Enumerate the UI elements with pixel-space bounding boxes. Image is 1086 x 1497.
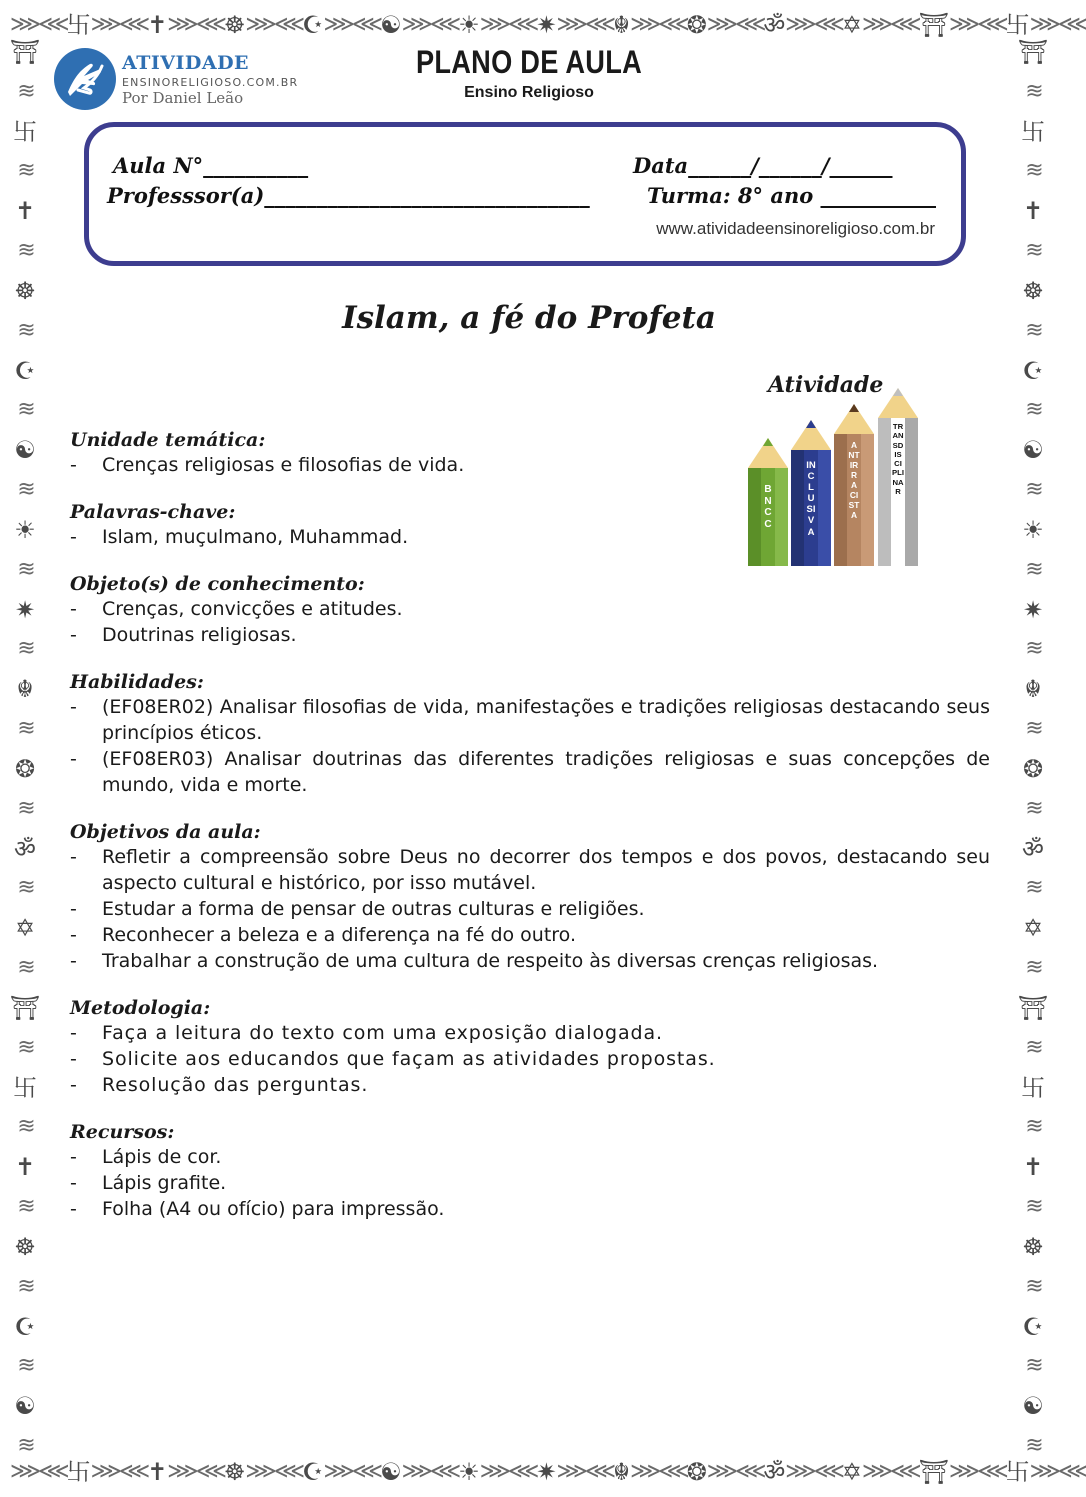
border-right: ⛩ ≋ 卐 ≋ ✝ ≋ ☸ ≋ ☪ ≋ ☯ ≋ ☀ ≋ ✷ ≋ ☬ ≋ ❂ ≋ ॐ ≋ ✡ ≋ ⛩ ≋ 卐 ≋ ✝ ≋ ☸ ≋ ☪ ≋ ☯ ≋ (1017, 38, 1049, 1458)
list-item (70, 1196, 990, 1222)
yin-yang-icon: ☯ (380, 11, 402, 39)
bullet-dash: - (70, 1146, 77, 1168)
section-5 (70, 996, 990, 1098)
list-item-text: (EF08ER03) Analisar doutrinas das diferentes tradições religiosas e suas concepções de mundo, vida e morte. (102, 748, 990, 796)
cross-icon: ✝ (147, 11, 168, 39)
dharma-wheel-icon: ☸ (223, 11, 246, 39)
dharma-wheel-icon: ☸ (223, 1458, 246, 1486)
dharma-wheel-icon: ☸ (14, 276, 36, 305)
star-of-david-icon: ✡ (14, 914, 36, 943)
om-icon: ॐ (763, 1458, 786, 1486)
turtle-icon: ❂ (14, 754, 36, 783)
swastika-icon: 卐 (1021, 1073, 1045, 1102)
section-6 (70, 1120, 990, 1222)
torii-icon: ⛩ (1017, 993, 1049, 1022)
bullet-dash: - (70, 748, 77, 770)
section-heading: Habilidades: (70, 671, 204, 693)
swastika-icon: 卐 (1005, 1458, 1030, 1486)
list-item-text: Doutrinas religiosas. (102, 624, 297, 646)
list-item (70, 896, 990, 922)
dharma-wheel-icon: ☸ (1022, 1232, 1044, 1261)
cross-icon: ✝ (1022, 197, 1044, 226)
pencil-label-transdisciplinar: TRANSDISCIPLINAR (892, 422, 904, 497)
bullet-dash: - (70, 1048, 77, 1070)
star-crescent-icon: ☪ (1022, 356, 1044, 385)
list-item-text: Trabalhar a construção de uma cultura de respeito às diversas crenças religiosas. (102, 950, 879, 972)
star-crescent-icon: ☪ (302, 11, 324, 39)
website-url[interactable]: www.atividadeensinoreligioso.com.br (656, 219, 935, 238)
bullet-dash: - (70, 898, 77, 920)
class-field: Turma: 8° ano ___________ (647, 183, 937, 208)
sun-icon: ☀ (458, 11, 480, 39)
list-item (70, 1072, 990, 1098)
star-of-david-icon: ✡ (841, 11, 862, 39)
border-left: ⛩ ≋ 卐 ≋ ✝ ≋ ☸ ≋ ☪ ≋ ☯ ≋ ☀ ≋ ✷ ≋ ☬ ≋ ❂ ≋ ॐ ≋ ✡ ≋ ⛩ ≋ 卐 ≋ ✝ ≋ ☸ ≋ ☪ ≋ ☯ ≋ (9, 38, 41, 1458)
section-heading: Metodologia: (70, 997, 211, 1019)
section-heading: Unidade temática: (70, 429, 266, 451)
star-crescent-icon: ☪ (302, 1458, 324, 1486)
pencils-label: Atividade (768, 372, 884, 398)
list-item (70, 1020, 990, 1046)
torii-icon: ⛩ (918, 11, 950, 39)
bullet-dash: - (70, 924, 77, 946)
pencil-label-inclusiva: INCLUSIVA (806, 460, 816, 538)
list-item-text: Islam, muçulmano, Muhammad. (102, 526, 409, 548)
sun-icon: ☀ (458, 1458, 480, 1486)
star-of-david-icon: ✡ (841, 1458, 862, 1486)
swastika-icon: 卐 (1005, 11, 1030, 39)
star-crescent-icon: ☪ (1022, 1312, 1044, 1341)
lesson-number-field: Aula N°__________ (113, 153, 309, 178)
swastika-icon: 卐 (13, 1073, 37, 1102)
om-icon: ॐ (14, 834, 36, 863)
list-item (70, 596, 990, 622)
logo-title: ATIVIDADE (122, 52, 250, 74)
turtle-icon: ❂ (686, 11, 707, 39)
list-item-text: Estudar a forma de pensar de outras culturas e religiões. (102, 898, 645, 920)
bullet-dash: - (70, 1172, 77, 1194)
list-item (70, 1170, 990, 1196)
torii-icon: ⛩ (9, 993, 41, 1022)
lesson-title: Islam, a fé do Profeta (342, 300, 716, 336)
section-1 (70, 500, 990, 550)
logo-author: Por Daniel Leão (122, 89, 244, 107)
logo-site: ENSINORELIGIOSO.COM.BR (122, 76, 299, 89)
list-item (70, 524, 990, 550)
bullet-dash: - (70, 526, 77, 548)
khanda-icon: ☬ (613, 11, 631, 39)
star-of-david-icon: ✡ (1022, 914, 1044, 943)
bullet-dash: - (70, 950, 77, 972)
khanda-icon: ☬ (1024, 675, 1042, 704)
yin-yang-icon: ☯ (1022, 1392, 1044, 1421)
star-icon: ✷ (14, 595, 36, 624)
list-item (70, 694, 990, 746)
section-2 (70, 572, 990, 648)
star-icon: ✷ (536, 11, 557, 39)
yin-yang-icon: ☯ (380, 1458, 402, 1486)
list-item-text: Resolução das perguntas. (102, 1074, 369, 1096)
bullet-dash: - (70, 1198, 77, 1220)
section-3 (70, 670, 990, 798)
bullet-dash: - (70, 598, 77, 620)
section-heading: Palavras-chave: (70, 501, 236, 523)
dharma-wheel-icon: ☸ (14, 1232, 36, 1261)
list-item-text: Solicite aos educandos que façam as atividades propostas. (102, 1048, 716, 1070)
lesson-plan-content (70, 428, 990, 1244)
list-item-text: Faça a leitura do texto com uma exposição dialogada. (102, 1022, 663, 1044)
list-item-text: (EF08ER02) Analisar filosofias de vida, manifestações e tradições religiosas destacando seus princípios éticos. (102, 696, 990, 744)
bullet-dash: - (70, 696, 77, 718)
list-item-text: Refletir a compreensão sobre Deus no decorrer dos tempos e dos povos, destacando seu aspecto cultural e histórico, por isso mutável. (102, 846, 990, 894)
list-item (70, 922, 990, 948)
section-heading: Objeto(s) de conhecimento: (70, 573, 365, 595)
list-item-text: Reconhecer a beleza e a diferença na fé do outro. (102, 924, 577, 946)
torii-icon: ⛩ (918, 1458, 950, 1486)
cross-icon: ✝ (14, 1153, 36, 1182)
sun-icon: ☀ (14, 515, 36, 544)
turtle-icon: ❂ (686, 1458, 707, 1486)
yin-yang-icon: ☯ (1022, 436, 1044, 465)
pencil-label-bncc: BNCC (764, 484, 772, 530)
list-item-text: Lápis grafite. (102, 1172, 227, 1194)
bullet-dash: - (70, 1022, 77, 1044)
torii-icon: ⛩ (9, 38, 41, 66)
khanda-icon: ☬ (613, 1458, 631, 1486)
border-top: ⋙⋘ 卐 ⋙⋘ ✝ ⋙⋘ ☸ ⋙⋘ ☪ ⋙⋘ ☯ ⋙⋘ ☀ ⋙⋘ ✷ ⋙⋘ ☬ ⋙⋘ ❂ ⋙⋘ ॐ ⋙⋘ ✡ ⋙⋘ ⛩ ⋙⋘ 卐 ⋙⋘ (10, 11, 1086, 39)
list-item (70, 1144, 990, 1170)
star-crescent-icon: ☪ (14, 1312, 36, 1341)
swastika-icon: 卐 (66, 11, 91, 39)
border-bottom: ⋙⋘ 卐 ⋙⋘ ✝ ⋙⋘ ☸ ⋙⋘ ☪ ⋙⋘ ☯ ⋙⋘ ☀ ⋙⋘ ✷ ⋙⋘ ☬ ⋙⋘ ❂ ⋙⋘ ॐ ⋙⋘ ✡ ⋙⋘ ⛩ ⋙⋘ 卐 ⋙⋘ (10, 1458, 1086, 1486)
dharma-wheel-icon: ☸ (1022, 276, 1044, 305)
page-subtitle: Ensino Religioso (464, 84, 594, 101)
star-crescent-icon: ☪ (14, 356, 36, 385)
section-4 (70, 820, 990, 974)
list-item (70, 948, 990, 974)
section-heading: Recursos: (70, 1121, 175, 1143)
page-title: PLANO DE AULA (416, 44, 642, 80)
torii-icon: ⛩ (1017, 38, 1049, 66)
list-item (70, 452, 990, 478)
cross-icon: ✝ (14, 197, 36, 226)
cross-icon: ✝ (147, 1458, 168, 1486)
swastika-icon: 卐 (1021, 117, 1045, 146)
list-item (70, 622, 990, 648)
bullet-dash: - (70, 846, 77, 868)
swastika-icon: 卐 (66, 1458, 91, 1486)
turtle-icon: ❂ (1022, 754, 1044, 783)
list-item (70, 1046, 990, 1072)
sun-icon: ☀ (1022, 515, 1044, 544)
bullet-dash: - (70, 454, 77, 476)
star-icon: ✷ (1022, 595, 1044, 624)
list-item-text: Crenças, convicções e atitudes. (102, 598, 403, 620)
list-item-text: Crenças religiosas e filosofias de vida. (102, 454, 465, 476)
teacher-field: Professsor(a)_______________________________ (107, 183, 590, 208)
list-item (70, 844, 990, 896)
lesson-info-box (84, 122, 966, 266)
section-0 (70, 428, 990, 478)
yin-yang-icon: ☯ (14, 436, 36, 465)
star-icon: ✷ (536, 1458, 557, 1486)
bullet-dash: - (70, 1074, 77, 1096)
date-field: Data______/______/______ (633, 153, 893, 178)
om-icon: ॐ (763, 11, 786, 39)
bullet-dash: - (70, 624, 77, 646)
list-item-text: Folha (A4 ou ofício) para impressão. (102, 1198, 445, 1220)
khanda-icon: ☬ (16, 675, 34, 704)
pencil-label-antirracista: ANTIRRACISTA (848, 440, 860, 520)
yin-yang-icon: ☯ (14, 1392, 36, 1421)
cross-icon: ✝ (1022, 1153, 1044, 1182)
list-item-text: Lápis de cor. (102, 1146, 222, 1168)
swastika-icon: 卐 (13, 117, 37, 146)
section-heading: Objetivos da aula: (70, 821, 261, 843)
list-item (70, 746, 990, 798)
om-icon: ॐ (1022, 834, 1044, 863)
